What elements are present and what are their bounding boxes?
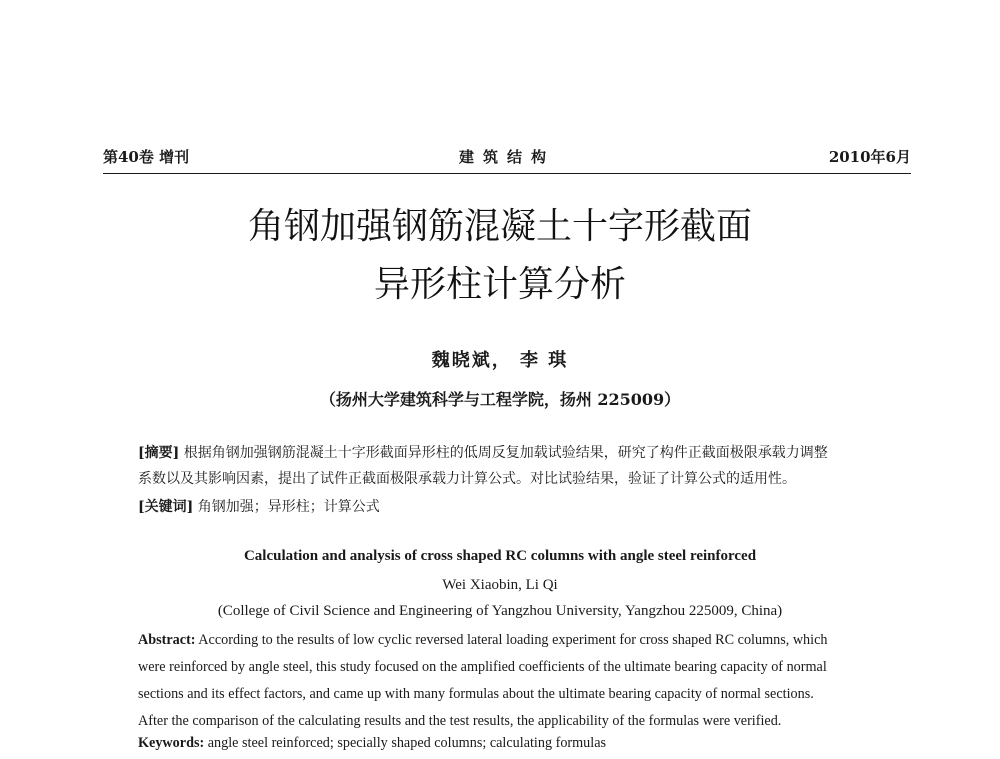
en-abstract-label: Abstract:: [138, 632, 196, 648]
en-authors: Wei Xiaobin, Li Qi: [442, 577, 558, 593]
zh-affiliation: （扬州大学建筑科学与工程学院，扬州 225009）: [319, 390, 681, 409]
journal-name: 建筑结构: [458, 148, 555, 166]
zh-abstract: [138, 440, 878, 492]
en-keywords-text: angle steel reinforced; specially shaped columns; calculating formulas: [207, 735, 607, 751]
zh-keywords-label: [关键词]: [138, 499, 194, 515]
zh-abstract-line1: [138, 440, 878, 466]
zh-abstract-line2: 系数以及其影响因素，提出了试件正截面极限承载力计算公式。对比试验结果，验证了计算公式的适用性。: [138, 471, 796, 487]
header-rule: [103, 173, 911, 174]
zh-authors: 魏晓斌， 李 琪: [431, 350, 569, 371]
zh-title-line2: 异形柱计算分析: [373, 264, 626, 305]
en-abstract-line3: sections and its effect factors, and came up with many formulas about the ultimate bearing capacity of normal sections.: [138, 686, 814, 702]
zh-keywords: [138, 494, 380, 520]
en-abstract-line1: [138, 627, 874, 654]
issue-date: 2010年6月: [828, 148, 911, 166]
en-abstract: [138, 627, 874, 735]
zh-abstract-label: [摘要]: [138, 445, 180, 461]
en-abstract-line4: After the comparison of the calculating results and the test results, the applicability of the formulas were verified.: [138, 713, 782, 729]
en-affiliation: (College of Civil Science and Engineering of Yangzhou University, Yangzhou 225009, China): [217, 603, 783, 619]
en-title: Calculation and analysis of cross shaped RC columns with angle steel reinforced: [243, 548, 757, 564]
en-abstract-line2: were reinforced by angle steel, this study focused on the amplified coefficients of the ultimate bearing capacity of normal: [138, 659, 827, 675]
zh-abstract-text1: 根据角钢加强钢筋混凝土十字形截面异形柱的低周反复加载试验结果，研究了构件正截面极限承载力调整: [183, 445, 828, 461]
en-abstract-text1: According to the results of low cyclic reversed lateral loading experiment for cross shaped RC columns, which: [198, 632, 828, 648]
zh-keywords-text: 角钢加强；异形柱；计算公式: [197, 499, 380, 515]
zh-title-line1: 角钢加强钢筋混凝土十字形截面: [247, 206, 752, 247]
en-keywords-label: Keywords:: [138, 735, 205, 751]
volume-issue: 第40卷 增刊: [103, 148, 190, 166]
en-keywords: [138, 735, 606, 752]
running-header: [103, 146, 911, 170]
